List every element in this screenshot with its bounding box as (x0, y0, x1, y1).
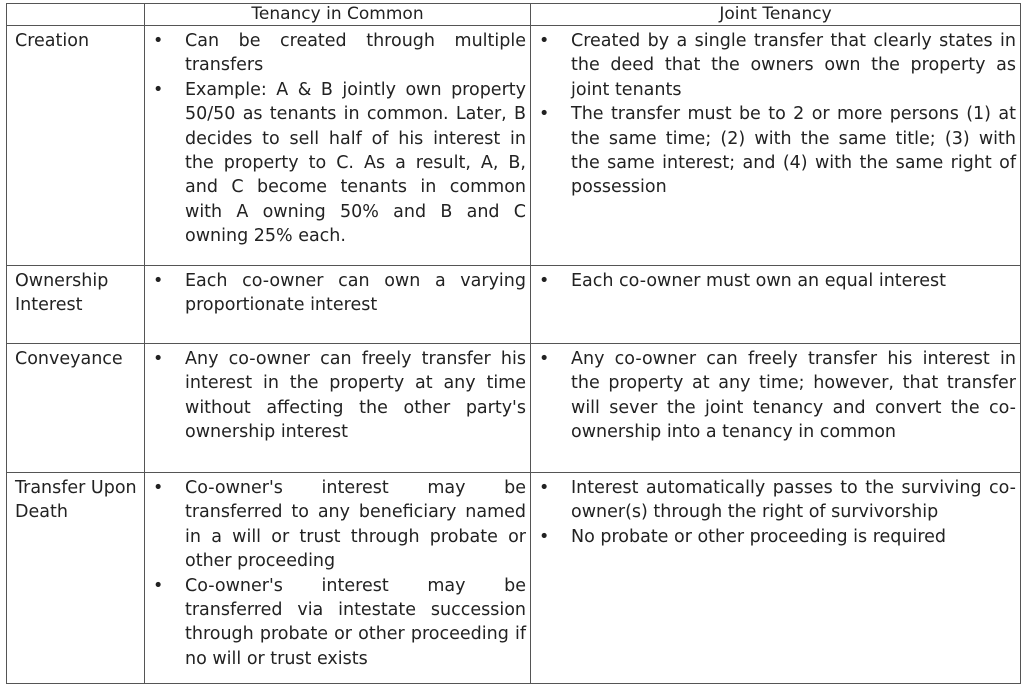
comparison-table (6, 3, 1021, 684)
tenancy-in-common-cell (145, 26, 531, 266)
joint-tenancy-cell (531, 473, 1021, 684)
bullet-item: • Example: A & B jointly own property 50/50 as tenants in common. Later, B decides to sell half of his interest in the property to C. As a result, A, B, and C become tenants in common with A owning 50% and B and C owning 25% each. (145, 78, 526, 249)
bullet-list (531, 266, 1020, 293)
bullet-list (145, 26, 530, 249)
bullet-list (531, 26, 1020, 200)
row-label: Conveyance (7, 344, 145, 473)
table-row-conveyance (7, 344, 1021, 473)
bullet-list (145, 266, 530, 318)
table-row-ownership-interest (7, 266, 1021, 344)
bullet-item: • Created by a single transfer that clearly states in the deed that the owners own the property as joint tenants (531, 29, 1016, 102)
header-joint-tenancy: Joint Tenancy (531, 4, 1021, 26)
row-label: Creation (7, 26, 145, 266)
bullet-item: • Any co-owner can freely transfer his interest in the property at any time without affecting the other party's ownership interest (145, 347, 526, 445)
bullet-item: • No probate or other proceeding is required (531, 525, 1016, 549)
bullet-item: • Co-owner's interest may be transferred to any beneficiary named in a will or trust through probate or other proceeding (145, 476, 526, 574)
header-blank-cell (7, 4, 145, 26)
tenancy-in-common-cell (145, 266, 531, 344)
header-tenancy-in-common: Tenancy in Common (145, 4, 531, 26)
bullet-item: • The transfer must be to 2 or more persons (1) at the same time; (2) with the same title; (3) with the same interest; and (4) with the same right of possession (531, 102, 1016, 200)
bullet-item: • Each co-owner must own an equal interest (531, 269, 1016, 293)
row-label: Ownership Interest (7, 266, 145, 344)
bullet-list (145, 473, 530, 671)
tenancy-in-common-cell (145, 473, 531, 684)
bullet-item: • Interest automatically passes to the surviving co-owner(s) through the right of survivorship (531, 476, 1016, 525)
table-row-creation (7, 26, 1021, 266)
joint-tenancy-cell (531, 26, 1021, 266)
bullet-item: • Any co-owner can freely transfer his interest in the property at any time; however, that transfer will sever the joint tenancy and convert the co-ownership into a tenancy in common (531, 347, 1016, 445)
bullet-item: • Can be created through multiple transfers (145, 29, 526, 78)
bullet-list (531, 344, 1020, 445)
joint-tenancy-cell (531, 266, 1021, 344)
bullet-list (531, 473, 1020, 549)
joint-tenancy-cell (531, 344, 1021, 473)
bullet-item: • Each co-owner can own a varying proportionate interest (145, 269, 526, 318)
header-row (7, 4, 1021, 26)
bullet-item: • Co-owner's interest may be transferred via intestate succession through probate or other proceeding if no will or trust exists (145, 574, 526, 672)
row-label: Transfer Upon Death (7, 473, 145, 684)
table-row-transfer-upon-death (7, 473, 1021, 684)
tenancy-in-common-cell (145, 344, 531, 473)
bullet-list (145, 344, 530, 445)
